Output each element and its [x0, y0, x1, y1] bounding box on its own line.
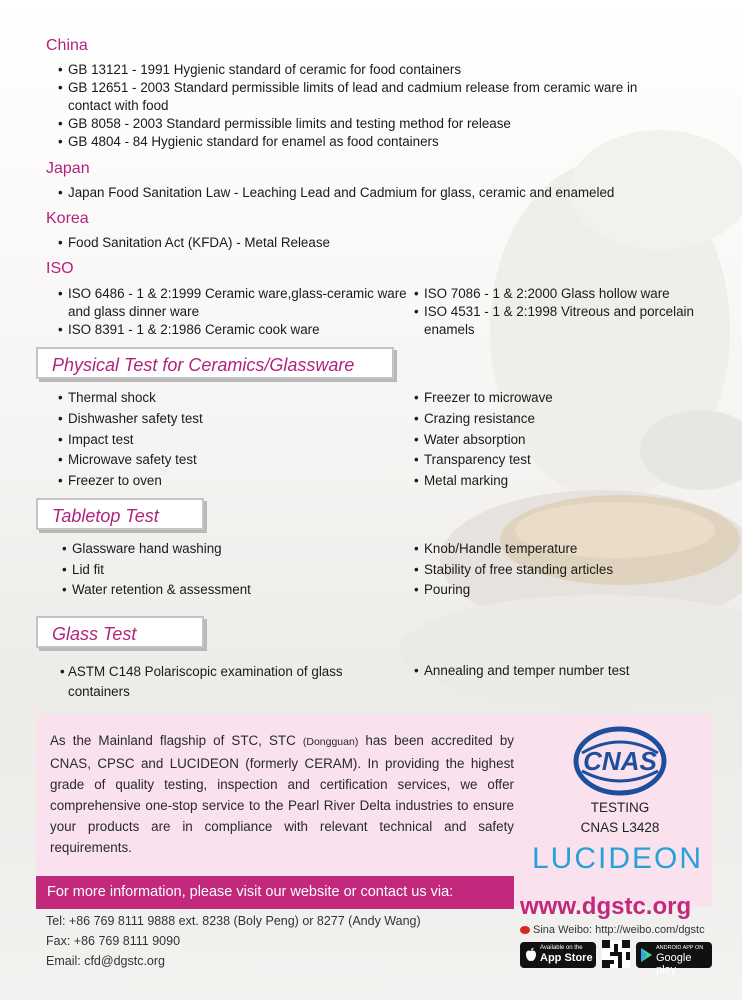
contact-banner: For more information, please visit our website or contact us via:: [36, 876, 514, 909]
list-item: • ISO 8391 - 1 & 2:1986 Ceramic cook ware: [58, 322, 320, 337]
weibo-icon: [520, 926, 530, 934]
list-item: • Freezer to oven: [58, 473, 162, 488]
list-item: • GB 4804 - 84 Hygienic standard for enamel as food containers: [58, 134, 439, 149]
lucideon-logo: LUCIDEON: [532, 842, 704, 875]
contact-email: Email: cfd@dgstc.org: [46, 954, 165, 968]
apple-icon: [525, 947, 537, 962]
list-item: • Annealing and temper number test: [414, 663, 630, 678]
list-item: • Food Sanitation Act (KFDA) - Metal Release: [58, 235, 330, 250]
cnas-logo-text: CNAS: [583, 746, 657, 776]
list-item: • Thermal shock: [58, 390, 156, 405]
region-title-japan: Japan: [46, 160, 90, 177]
list-item: • ISO 4531 - 1 & 2:1998 Vitreous and porcelain enamels: [414, 304, 694, 337]
section-title-physical-test: Physical Test for Ceramics/Glassware: [36, 347, 394, 379]
app-store-badge[interactable]: Available on the App Store: [520, 942, 596, 968]
website-link[interactable]: www.dgstc.org: [520, 893, 692, 920]
about-paragraph: As the Mainland flagship of STC, STC (Dongguan) has been accredited by CNAS, CPSC and LUCIDEON (formerly CERAM). In providing the highest grade of quality testing, inspection and certification services, we offer comprehensive one-stop service to the Pearl River Delta industries to ensure your products are in compliance with relevant technical and safety requirements.: [50, 733, 514, 855]
list-item: • Metal marking: [414, 473, 509, 488]
qr-code: [602, 940, 630, 968]
cnas-number: CNAS L3428: [580, 820, 660, 835]
list-item: • Crazing resistance: [414, 411, 535, 426]
list-item: • Water absorption: [414, 432, 526, 447]
list-item: • Japan Food Sanitation Law - Leaching Lead and Cadmium for glass, ceramic and enameled: [58, 185, 615, 200]
list-item: • Dishwasher safety test: [58, 411, 203, 426]
list-item: • Knob/Handle temperature: [414, 541, 578, 556]
cnas-logo: [572, 725, 668, 797]
list-item: • GB 12651 - 2003 Standard permissible limits of lead and cadmium release from ceramic ware in contact with food: [58, 80, 638, 113]
list-item: • Freezer to microwave: [414, 390, 553, 405]
region-title-korea: Korea: [46, 210, 89, 227]
contact-tel: Tel: +86 769 8111 9888 ext. 8238 (Boly Peng) or 8277 (Andy Wang): [46, 914, 421, 928]
contact-fax: Fax: +86 769 8111 9090: [46, 934, 181, 948]
list-item: • GB 8058 - 2003 Standard permissible limits and testing method for release: [58, 116, 511, 131]
list-item: • ISO 7086 - 1 & 2:2000 Glass hollow ware: [414, 286, 670, 301]
region-title-iso: ISO: [46, 260, 74, 277]
list-item: • ASTM C148 Polariscopic examination of glass containers: [60, 664, 343, 699]
google-play-icon: [641, 948, 652, 962]
list-item: • Lid fit: [62, 562, 105, 577]
cnas-testing: TESTING: [590, 800, 650, 815]
list-item: • GB 13121 - 1991 Hygienic standard of ceramic for food containers: [58, 62, 462, 77]
weibo-link[interactable]: Sina Weibo: http://weibo.com/dgstc: [520, 924, 705, 936]
list-item: • Glassware hand washing: [62, 541, 222, 556]
google-play-badge[interactable]: ANDROID APP ON Google play: [636, 942, 712, 968]
list-item: • ISO 6486 - 1 & 2:1999 Ceramic ware,glass-ceramic ware and glass dinner ware: [58, 286, 407, 319]
list-item: • Transparency test: [414, 452, 531, 467]
list-item: • Pouring: [414, 582, 471, 597]
list-item: • Impact test: [58, 432, 134, 447]
list-item: • Microwave safety test: [58, 452, 197, 467]
section-title-tabletop-test: Tabletop Test: [36, 498, 204, 530]
list-item: • Water retention & assessment: [62, 582, 251, 597]
list-item: • Stability of free standing articles: [414, 562, 614, 577]
region-title-china: China: [46, 37, 88, 54]
section-title-glass-test: Glass Test: [36, 616, 204, 648]
